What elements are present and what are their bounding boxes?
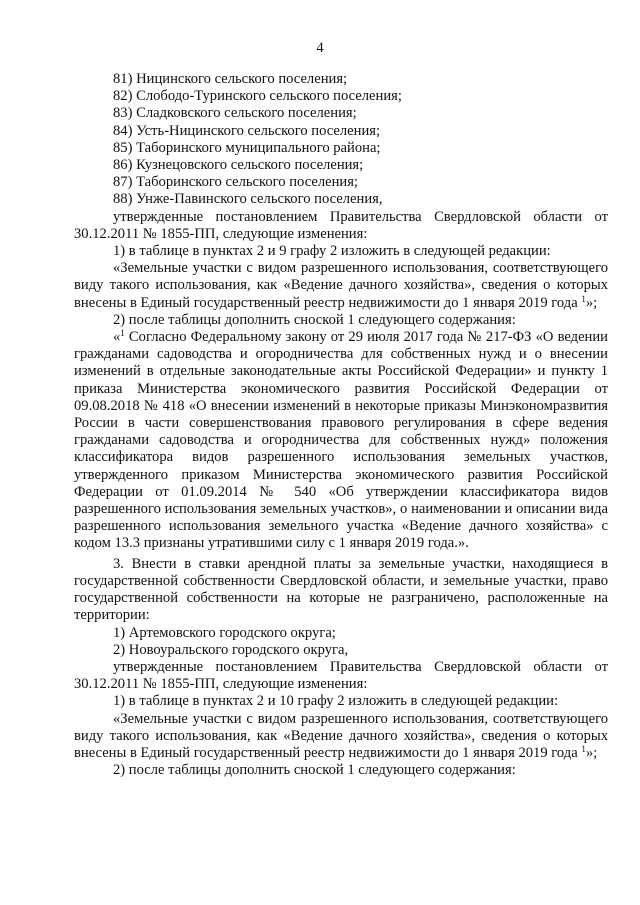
amendment-item-2-b: 2) после таблицы дополнить сноской 1 следующего содержания: <box>113 762 516 779</box>
territory-list <box>74 625 608 659</box>
list-item: 2) Новоуральского городского округа, <box>113 641 349 658</box>
footnote-text <box>74 329 608 553</box>
list-item: 82) Слободо-Туринского сельского поселения; <box>113 88 402 105</box>
amendment-item-1-b: 1) в таблице в пунктах 2 и 10 графу 2 изложить в следующей редакции: <box>113 693 558 710</box>
footnote-ref: 1 <box>581 293 586 304</box>
settlement-list <box>74 71 608 209</box>
list-item: 84) Усть-Ницинского сельского поселения; <box>113 122 381 139</box>
list-item: 87) Таборинского сельского поселения; <box>113 174 358 191</box>
list-item: 86) Кузнецовского сельского поселения; <box>113 157 364 174</box>
list-item: 1) Артемовского городского округа; <box>113 624 336 641</box>
quoted-text <box>74 260 608 312</box>
amendment-item-1: 1) в таблице в пунктах 2 и 9 графу 2 изложить в следующей редакции: <box>113 243 551 260</box>
approved-paragraph-2: утвержденные постановлением Правительства Свердловской области от 30.12.2011 № 1855-ПП, следующие изменения: <box>74 658 608 693</box>
section-3-intro: 3. Внести в ставки арендной платы за земельные участки, находящиеся в государственной собственности Свердловской области, и земельные участки, право государственной собственности на которые не разграничено, расположенные на территории: <box>74 555 608 624</box>
quoted-text-end: »; <box>585 294 598 311</box>
list-item: 81) Ницинского сельского поселения; <box>113 71 348 87</box>
amendment-item-2: 2) после таблицы дополнить сноской 1 следующего содержания: <box>113 311 516 328</box>
footnote-open-quote: « <box>113 329 121 346</box>
page-number: 4 <box>316 40 324 56</box>
footnote-body: Согласно Федеральному закону от 29 июля 2017 года № 217-ФЗ «О ведении гражданами садоводства и огородничества для собственных нужд и о внесении изменений в отдельные законодательные акты Российской Федерации» и пункту 1 приказа Министерства экономического развития Российской Федерации от 09.08.2018 № 418 «О внесении изменений в некоторые приказы Минэкономразвития России в части совершенствования правового регулирования в сфере ведения гражданами садоводства и огородничества для собственных нужд» положения классификатора видов разрешенного использования земельных участков, утвержденного приказом Министерства экономического развития Российской Федерации от 01.09.2014 № 540 «Об утверждении классификатора видов разрешенного использования земельных участков», о наименовании и описании вида разрешенного использования земельного участка «Ведение дачного хозяйства» с кодом 13.3 признаны утратившими силу с 1 января 2019 года.». <box>74 329 608 552</box>
footnote-ref-2: 1 <box>581 743 586 754</box>
document-body <box>74 71 608 779</box>
footnote-marker: 1 <box>120 328 125 339</box>
quoted-text-body-2: «Земельные участки с видом разрешенного использования, соответствующего виду такого использования, как «Ведение дачного хозяйства», сведения о которых внесены в Единый государственный реестр недвижимости до 1 января 2019 года <box>74 710 608 761</box>
list-item: 88) Унже-Павинского сельского поселения, <box>113 191 383 208</box>
list-item: 85) Таборинского муниципального района; <box>113 139 381 156</box>
approved-paragraph: утвержденные постановлением Правительства Свердловской области от 30.12.2011 № 1855-ПП, следующие изменения: <box>74 208 608 242</box>
quoted-text-end-2: »; <box>585 744 598 761</box>
list-item: 83) Сладковского сельского поселения; <box>113 105 357 122</box>
quoted-text-body: «Земельные участки с видом разрешенного использования, соответствующего виду такого использования, как «Ведение дачного хозяйства», сведения о которых внесены в Единый государственный реестр недвижимости до 1 января 2019 года <box>74 260 608 311</box>
quoted-text-2 <box>74 711 608 763</box>
